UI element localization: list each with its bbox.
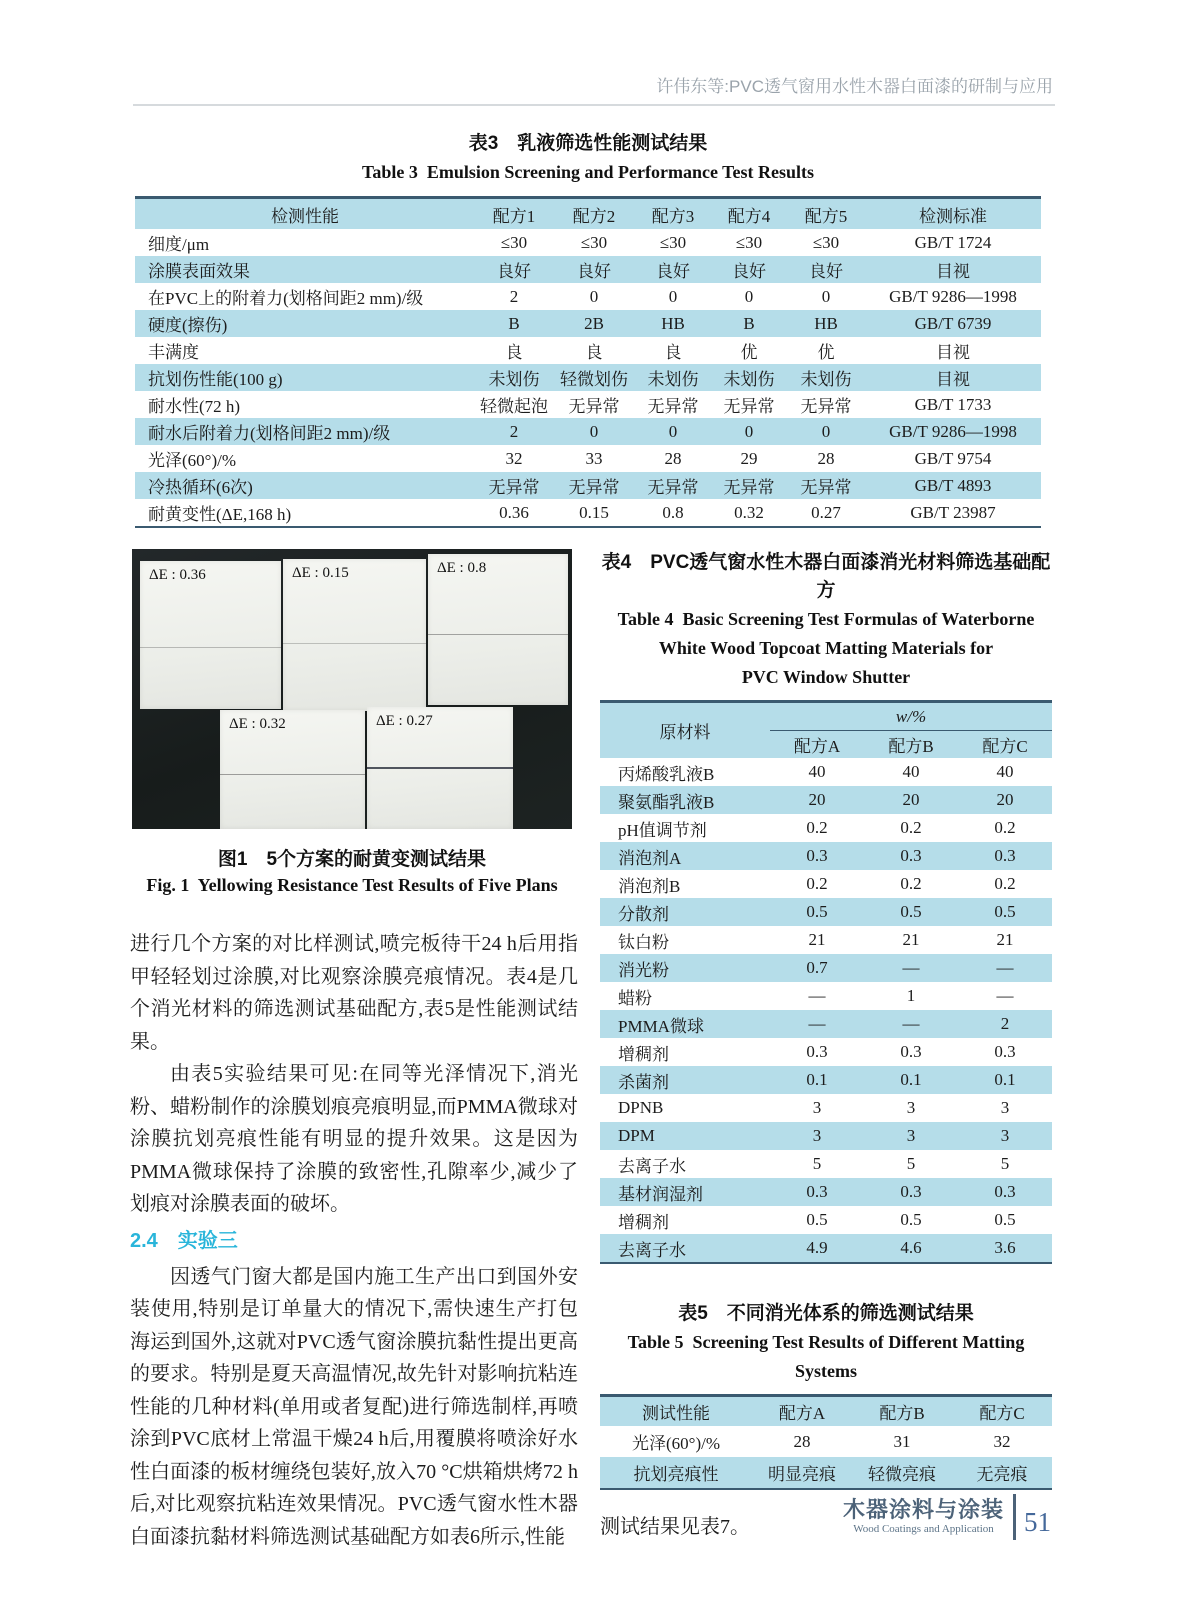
table-cell: DPM — [618, 1126, 655, 1145]
table-cell: GB/T 9754 — [914, 448, 992, 468]
table-cell: GB/T 4893 — [914, 475, 992, 495]
table-cell: 0.3 — [900, 1182, 922, 1201]
table3-body — [135, 229, 1041, 527]
table-cell: ≤30 — [659, 232, 687, 252]
column-header: 配方C — [979, 1404, 1025, 1423]
table-cell: 无异常 — [568, 397, 620, 416]
table-row — [600, 1426, 1052, 1457]
table-cell: 40 — [902, 762, 920, 781]
table-cell: 明显亮痕 — [768, 1465, 836, 1484]
table-cell: 涂膜表面效果 — [148, 262, 250, 281]
column-header: 配方1 — [492, 206, 536, 226]
table-cell: — — [902, 1014, 920, 1033]
table-cell: 目视 — [936, 370, 970, 389]
table-cell: 无异常 — [647, 397, 699, 416]
table-cell: PMMA微球 — [618, 1016, 704, 1036]
running-head: 许伟东等:PVC透气窗用水性木器白面漆的研制与应用 — [656, 77, 1053, 96]
table5-title-en-1: Table 5 Screening Test Results of Different Matting — [627, 1332, 1025, 1352]
table-cell: 21 — [808, 930, 826, 949]
figure1-section — [132, 549, 572, 896]
column-header: 配方4 — [727, 206, 771, 226]
table5-body — [600, 1426, 1052, 1489]
table-cell: 0.2 — [900, 874, 922, 893]
table-cell: 杀菌剂 — [618, 1072, 669, 1092]
table-cell: 在PVC上的附着力(划格间距2 mm)/级 — [148, 289, 424, 308]
delta-e-label: ΔE : 0.8 — [437, 560, 487, 576]
table-row — [135, 364, 1041, 391]
table-cell: GB/T 9286—1998 — [889, 421, 1017, 441]
table-cell: 良 — [664, 343, 682, 362]
table-cell: 0.2 — [994, 874, 1016, 893]
table-cell: DPNB — [618, 1098, 664, 1117]
scratch-line — [220, 774, 365, 775]
column-header: 配方C — [982, 737, 1028, 756]
table-cell: 未划伤 — [800, 370, 852, 389]
table-cell: 细度/μm — [148, 235, 210, 254]
table-cell: pH值调节剂 — [618, 820, 707, 840]
table-cell: 优 — [740, 343, 758, 362]
table-cell: 0.3 — [806, 1042, 828, 1061]
delta-e-label: ΔE : 0.27 — [376, 713, 433, 729]
table-cell: 无亮痕 — [976, 1465, 1028, 1484]
table-cell: — — [996, 958, 1014, 977]
table-cell: 蜡粉 — [618, 988, 652, 1008]
column-header: 测试性能 — [642, 1404, 710, 1423]
table-cell: 无异常 — [647, 478, 699, 497]
table-cell: 20 — [996, 790, 1014, 809]
table-cell: 2 — [509, 286, 519, 306]
column-header: 配方5 — [804, 206, 848, 226]
table-cell: 0 — [744, 421, 754, 441]
table-cell: 增稠剂 — [618, 1212, 669, 1232]
table-row — [600, 898, 1052, 926]
table-cell: — — [808, 986, 826, 1005]
table-row — [135, 229, 1041, 256]
header-divider — [133, 104, 1055, 106]
table-cell: 抗划伤性能(100 g) — [148, 370, 283, 389]
table-cell: B — [508, 313, 520, 333]
table-row — [600, 1206, 1052, 1234]
table-cell: 33 — [585, 448, 603, 468]
table-row — [600, 954, 1052, 982]
table-cell: 分散剂 — [618, 904, 669, 924]
delta-e-label: ΔE : 0.15 — [292, 565, 349, 581]
table-cell: ≤30 — [500, 232, 528, 252]
table-cell: 0.1 — [806, 1070, 828, 1089]
table-cell: 0.5 — [806, 902, 828, 921]
table-cell: ≤30 — [812, 232, 840, 252]
table-cell: 丰满度 — [148, 343, 199, 362]
table-row — [135, 499, 1041, 527]
column-header: 原材料 — [659, 723, 711, 742]
table-cell: 去离子水 — [618, 1156, 686, 1176]
table-row — [135, 445, 1041, 472]
table-cell: GB/T 1724 — [914, 232, 992, 252]
table-row — [135, 391, 1041, 418]
table-cell: 0.3 — [994, 1042, 1016, 1061]
table-cell: 增稠剂 — [618, 1044, 669, 1064]
table-cell: GB/T 23987 — [910, 502, 996, 522]
table-cell: 20 — [902, 790, 920, 809]
table-cell: 冷热循环(6次) — [148, 478, 253, 497]
table-cell: ≤30 — [580, 232, 608, 252]
table-header-row — [135, 198, 1041, 230]
table-cell: 目视 — [936, 262, 970, 281]
figure1-photo — [132, 549, 572, 829]
column-header: 配方B — [888, 737, 934, 756]
table-cell: 0 — [589, 421, 599, 441]
table-row — [135, 472, 1041, 499]
table-cell: 光泽(60°)/% — [631, 1434, 720, 1453]
table-cell: 抗划亮痕性 — [633, 1465, 719, 1484]
table-cell: 0.5 — [900, 902, 922, 921]
table-cell: 0.15 — [579, 502, 609, 522]
table-cell: 消泡剂B — [618, 876, 681, 896]
table-cell: 0 — [821, 286, 831, 306]
table-cell: 0 — [744, 286, 754, 306]
column-header: 检测标准 — [919, 206, 987, 226]
table-cell: 0 — [589, 286, 599, 306]
table-cell: GB/T 6739 — [914, 313, 992, 333]
paragraph: 测试结果见表7。 — [600, 1516, 750, 1538]
table5-title-en-2: Systems — [795, 1361, 857, 1381]
table-cell: 21 — [902, 930, 920, 949]
table-row — [600, 758, 1052, 786]
test-panel — [140, 561, 281, 709]
table-cell: 3.6 — [994, 1238, 1016, 1257]
table-cell: 3 — [812, 1126, 822, 1145]
table3-title-en: Table 3 Emulsion Screening and Performance Test Results — [361, 162, 815, 182]
table-row — [600, 1150, 1052, 1178]
table5-titles — [600, 1300, 1052, 1386]
paragraph: 由表5实验结果可见:在同等光泽情况下,消光粉、蜡粉制作的涂膜划痕亮痕明显,而PMMA微球对涂膜抗划亮痕性能有明显的提升效果。这是因为PMMA微球保持了涂膜的致密性,孔隙率少,减少了划痕对涂膜表面的破坏。 — [130, 1063, 578, 1215]
table-cell: 耐黄变性(ΔE,168 h) — [148, 505, 292, 524]
table-cell: 去离子水 — [618, 1240, 686, 1260]
table-cell: — — [996, 986, 1014, 1005]
table-row — [135, 310, 1041, 337]
table-row — [135, 283, 1041, 310]
table-cell: 无异常 — [800, 397, 852, 416]
table-cell: 耐水后附着力(划格间距2 mm)/级 — [148, 424, 391, 443]
column-header: 配方A — [778, 1404, 826, 1423]
table-cell: 0.5 — [994, 1210, 1016, 1229]
column-header-w-percent: w/% — [770, 702, 1052, 731]
table-row — [135, 337, 1041, 364]
table-cell: HB — [814, 313, 838, 333]
table-cell: 32 — [505, 448, 523, 468]
table-cell: 2 — [509, 421, 519, 441]
table5-title-zh: 表5 不同消光体系的筛选测试结果 — [678, 1303, 974, 1324]
page-number: 51 — [1024, 1506, 1051, 1537]
test-panel — [428, 554, 568, 705]
table-cell: 0 — [821, 421, 831, 441]
table-row — [600, 982, 1052, 1010]
table-cell: 4.6 — [900, 1238, 922, 1257]
table-row — [600, 1234, 1052, 1263]
table-cell: 无异常 — [723, 397, 775, 416]
table-cell: 29 — [740, 448, 758, 468]
column-header: 检测性能 — [271, 206, 339, 226]
journal-name — [843, 1498, 1004, 1537]
table-cell: 良 — [585, 343, 603, 362]
table-cell: 0.27 — [811, 502, 841, 522]
table4-title-en-2: White Wood Topcoat Matting Materials for — [658, 638, 994, 658]
table-cell: 丙烯酸乳液B — [618, 764, 715, 784]
table-row — [135, 256, 1041, 283]
table-cell: 0.2 — [994, 818, 1016, 837]
table-cell: 钛白粉 — [618, 932, 669, 952]
table-cell: 0.5 — [806, 1210, 828, 1229]
table-cell: GB/T 1733 — [914, 394, 992, 414]
table-cell: 0.2 — [900, 818, 922, 837]
table-row — [600, 1038, 1052, 1066]
table-cell: 0.3 — [806, 1182, 828, 1201]
table-cell: 良好 — [809, 262, 843, 281]
table-cell: 0 — [668, 421, 678, 441]
table-header-row — [600, 1396, 1052, 1427]
table-cell: 0.32 — [734, 502, 764, 522]
table-row — [600, 870, 1052, 898]
table4-title-en-1: Table 4 Basic Screening Test Formulas of Waterborne — [617, 609, 1035, 629]
table-cell: 20 — [808, 790, 826, 809]
table-row — [600, 1010, 1052, 1038]
table-cell: 耐水性(72 h) — [148, 397, 241, 416]
table-cell: 2B — [584, 313, 604, 333]
table-cell: 硬度(擦伤) — [148, 316, 228, 335]
table-cell: 0.7 — [806, 958, 828, 977]
figure1-caption-zh: 图1 5个方案的耐黄变测试结果 — [217, 849, 487, 870]
table-cell: 0 — [668, 286, 678, 306]
table-row — [600, 786, 1052, 814]
table-cell: 5 — [812, 1154, 822, 1173]
table-cell: 3 — [1000, 1126, 1010, 1145]
table-row — [600, 1122, 1052, 1150]
right-column — [600, 549, 1052, 1539]
body-text-column — [130, 928, 578, 1553]
table-header-row — [600, 702, 1052, 731]
table-cell: 无异常 — [800, 478, 852, 497]
table-cell: 聚氨酯乳液B — [618, 792, 715, 812]
table-cell: 光泽(60°)/% — [148, 451, 237, 470]
table-row — [600, 926, 1052, 954]
table-cell: 3 — [906, 1098, 916, 1117]
table-cell: 21 — [996, 930, 1014, 949]
table-cell: 0.3 — [806, 846, 828, 865]
table3-section — [135, 130, 1041, 528]
table-cell: 未划伤 — [723, 370, 775, 389]
column-header: 配方B — [879, 1404, 925, 1423]
table-cell: 31 — [893, 1431, 911, 1451]
table-cell: 消光粉 — [618, 960, 669, 980]
scratch-line — [367, 767, 513, 769]
test-panel — [220, 710, 365, 829]
delta-e-label: ΔE : 0.32 — [229, 716, 286, 732]
table-row — [600, 1094, 1052, 1122]
table3 — [135, 196, 1041, 528]
table4-title-en-3: PVC Window Shutter — [741, 667, 911, 687]
footer-divider — [1013, 1494, 1016, 1540]
table-cell: 28 — [793, 1431, 811, 1451]
table-cell: 40 — [808, 762, 826, 781]
table-cell: 0.1 — [900, 1070, 922, 1089]
column-header: 配方2 — [572, 206, 616, 226]
column-header: 配方3 — [651, 206, 695, 226]
column-header: 配方A — [793, 737, 841, 756]
table-cell: 0.1 — [994, 1070, 1016, 1089]
table-cell: 40 — [996, 762, 1014, 781]
table-cell: 0.5 — [994, 902, 1016, 921]
table3-title-zh: 表3 乳液筛选性能测试结果 — [468, 133, 708, 154]
table-row — [600, 1457, 1052, 1489]
table5 — [600, 1394, 1052, 1490]
table4 — [600, 700, 1052, 1264]
table-cell: 0.5 — [900, 1210, 922, 1229]
table-cell: ≤30 — [735, 232, 763, 252]
table-cell: 5 — [1000, 1154, 1010, 1173]
table-cell: 无异常 — [568, 478, 620, 497]
journal-name-en: Wood Coatings and Application — [853, 1522, 994, 1535]
page-footer — [843, 1494, 1051, 1540]
table-cell: 0.3 — [900, 1042, 922, 1061]
table-cell: 0.36 — [499, 502, 529, 522]
scratch-line — [428, 634, 568, 635]
scratch-line — [140, 647, 281, 648]
table-cell: 0.3 — [900, 846, 922, 865]
section-heading-2-4: 2.4 实验三 — [130, 1229, 238, 1252]
table-cell: 0.3 — [994, 846, 1016, 865]
table-cell: 4.9 — [806, 1238, 828, 1257]
table-cell: 轻微亮痕 — [868, 1465, 936, 1484]
table-cell: 未划伤 — [647, 370, 699, 389]
table-cell: 良好 — [577, 262, 611, 281]
test-panel — [367, 707, 513, 829]
table-cell: GB/T 9286—1998 — [889, 286, 1017, 306]
delta-e-label: ΔE : 0.36 — [149, 567, 206, 583]
table-cell: 良好 — [656, 262, 690, 281]
table-cell: 无异常 — [723, 478, 775, 497]
table-cell: 3 — [906, 1126, 916, 1145]
table-cell: — — [902, 958, 920, 977]
table-cell: 2 — [1000, 1014, 1010, 1033]
table-cell: 轻微起泡 — [480, 397, 548, 416]
table-cell: 0.3 — [994, 1182, 1016, 1201]
table-cell: 0.8 — [662, 502, 684, 522]
table-cell: — — [808, 1014, 826, 1033]
paragraph: 进行几个方案的对比样测试,喷完板待干24 h后用指甲轻轻划过涂膜,对比观察涂膜亮痕情况。表4是几个消光材料的筛选测试基础配方,表5是性能测试结果。 — [130, 933, 578, 1053]
table-row — [600, 842, 1052, 870]
table-cell: 3 — [1000, 1098, 1010, 1117]
table-cell: 5 — [906, 1154, 916, 1173]
table-row — [135, 418, 1041, 445]
table-cell: 良 — [505, 343, 523, 362]
table-cell: 消泡剂A — [618, 848, 682, 868]
table-cell: 轻微划伤 — [560, 370, 628, 389]
table-cell: 0.2 — [806, 874, 828, 893]
test-panel — [283, 559, 426, 711]
table-cell: 无异常 — [488, 478, 540, 497]
table-cell: 1 — [906, 986, 916, 1005]
table-cell: 未划伤 — [488, 370, 540, 389]
table-row — [600, 1066, 1052, 1094]
table-cell: 28 — [664, 448, 682, 468]
table-cell: 目视 — [936, 343, 970, 362]
table-cell: 3 — [812, 1098, 822, 1117]
table4-body — [600, 758, 1052, 1263]
table-cell: 优 — [817, 343, 835, 362]
table-cell: 32 — [993, 1431, 1011, 1451]
table-cell: HB — [661, 313, 685, 333]
table-cell: B — [743, 313, 755, 333]
table-cell: 基材润湿剂 — [618, 1184, 703, 1204]
table-row — [600, 814, 1052, 842]
table-cell: 良好 — [732, 262, 766, 281]
table-row — [600, 1178, 1052, 1206]
paragraph: 因透气门窗大都是国内施工生产出口到国外安装使用,特别是订单量大的情况下,需快速生产打包海运到国外,这就对PVC透气窗涂膜抗黏性提出更高的要求。特别是夏天高温情况,故先针对影响抗粘连性能的几种材料(单用或者复配)进行筛选制样,再喷涂到PVC底材上常温干燥24 h后,用覆膜将喷涂好水性白面漆的板材缠绕包装好,放入70 °C烘箱烘烤72 h后,对比观察抗粘连效果情况。PVC透气窗水性木器白面漆抗黏材料筛选测试基础配方如表6所示,性能 — [130, 1265, 578, 1548]
scratch-line — [283, 643, 426, 644]
table4-title-zh: 表4 PVC透气窗水性木器白面漆消光材料筛选基础配方 — [601, 552, 1051, 601]
table-cell: 0.2 — [806, 818, 828, 837]
journal-name-zh: 木器涂料与涂装 — [842, 1496, 1004, 1522]
table-cell: 28 — [817, 448, 835, 468]
table-cell: 良好 — [497, 262, 531, 281]
figure1-caption-en: Fig. 1 Yellowing Resistance Test Results of Five Plans — [146, 875, 558, 895]
